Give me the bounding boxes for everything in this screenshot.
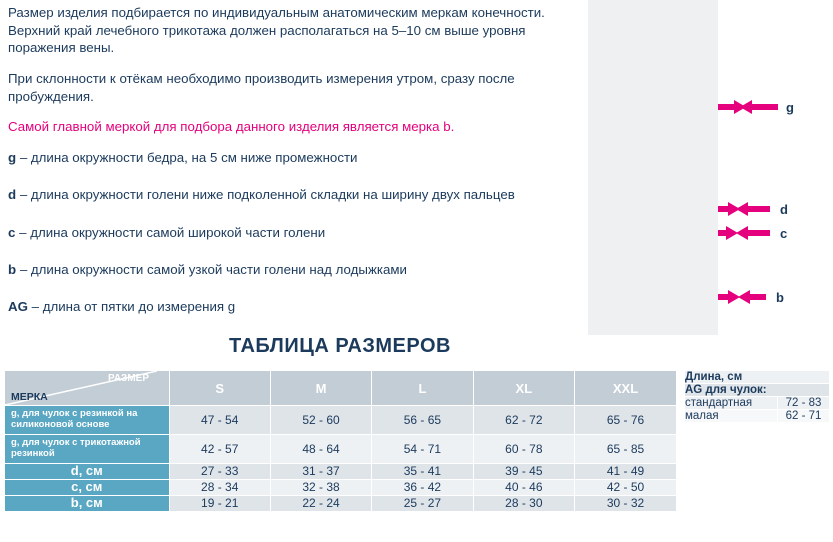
g-label: g bbox=[786, 100, 794, 115]
measurement-def-g bbox=[8, 149, 584, 166]
cell-c-m: 32 - 38 bbox=[270, 479, 371, 495]
table-row bbox=[5, 434, 677, 463]
cell-d-xxl: 41 - 49 bbox=[575, 463, 677, 479]
row-label-g-silicone: g, для чулок с резинкой на силиконовой основе bbox=[5, 406, 170, 435]
measurement-text-ag: – длина от пятки до измерения g bbox=[27, 299, 236, 315]
c-label: c bbox=[780, 226, 788, 241]
b-arrows bbox=[712, 290, 766, 304]
illustration-background bbox=[588, 0, 718, 335]
length-table-header: Длина, см bbox=[685, 371, 830, 384]
cell-d-m: 31 - 37 bbox=[270, 463, 371, 479]
size-table bbox=[4, 370, 677, 512]
row-label-d: d, см bbox=[5, 463, 170, 479]
table-title: ТАБЛИЦА РАЗМЕРОВ bbox=[229, 335, 451, 357]
cell-g-silicone-l: 56 - 65 bbox=[372, 406, 473, 435]
measurement-text-g: – длина окружности бедра, на 5 см ниже промежности bbox=[16, 150, 358, 166]
length-table-subheader: AG для чулок: bbox=[685, 384, 830, 397]
measurement-key-g: g bbox=[8, 150, 17, 166]
cell-g-knit-l: 54 - 71 bbox=[372, 434, 473, 463]
cell-d-xl: 39 - 45 bbox=[473, 463, 575, 479]
cell-d-s: 27 - 33 bbox=[169, 463, 270, 479]
cell-b-m: 22 - 24 bbox=[270, 495, 371, 511]
cell-b-l: 25 - 27 bbox=[372, 495, 473, 511]
table-row bbox=[5, 495, 677, 511]
cell-c-xl: 40 - 46 bbox=[473, 479, 575, 495]
table-row bbox=[5, 463, 677, 479]
column-header-l: L bbox=[372, 371, 473, 406]
cell-g-silicone-s: 47 - 54 bbox=[169, 406, 270, 435]
cell-b-xl: 28 - 30 bbox=[473, 495, 575, 511]
intro-paragraph-1: Размер изделия подбирается по индивидуальным анатомическим меркам конечности. Верхний край лечебного трикотажа должен располагаться на 5–10 см выше уровня поражения вены. bbox=[8, 5, 545, 56]
length-table-header-row bbox=[685, 371, 830, 384]
cell-b-s: 19 - 21 bbox=[169, 495, 270, 511]
cell-g-knit-s: 42 - 57 bbox=[169, 434, 270, 463]
cell-d-l: 35 - 41 bbox=[372, 463, 473, 479]
cell-b-xxl: 30 - 32 bbox=[575, 495, 677, 511]
cell-g-silicone-m: 52 - 60 bbox=[270, 406, 371, 435]
row-label-b: b, см bbox=[5, 495, 170, 511]
cell-g-silicone-xxl: 65 - 76 bbox=[575, 406, 677, 435]
row-label-c: c, см bbox=[5, 479, 170, 495]
length-row-name-small: малая bbox=[685, 410, 778, 423]
corner-size-label: РАЗМЕР bbox=[108, 373, 149, 384]
table-row bbox=[5, 406, 677, 435]
measurement-text-c: – длина окружности самой широкой части голени bbox=[15, 224, 326, 240]
intro-paragraph-highlight: Самой главной меркой для подбора данного изделия является мерка b. bbox=[8, 119, 455, 135]
column-header-s: S bbox=[169, 371, 270, 406]
table-row bbox=[5, 479, 677, 495]
length-row-value-small: 62 - 71 bbox=[778, 410, 830, 423]
corner-measure-label: МЕРКА bbox=[11, 391, 48, 403]
cell-c-l: 36 - 42 bbox=[372, 479, 473, 495]
measurement-def-ag bbox=[8, 298, 584, 315]
cell-c-xxl: 42 - 50 bbox=[575, 479, 677, 495]
measurement-key-ag: AG bbox=[8, 299, 28, 315]
d-label: d bbox=[780, 202, 788, 217]
length-row-value-standard: 72 - 83 bbox=[778, 397, 830, 410]
cell-g-silicone-xl: 62 - 72 bbox=[473, 406, 575, 435]
cell-c-s: 28 - 34 bbox=[169, 479, 270, 495]
measurement-key-d: d bbox=[8, 187, 17, 203]
intro-paragraph-2: При склонности к отёкам необходимо производить измерения утром, сразу после пробуждения. bbox=[8, 71, 515, 104]
column-header-xxl: XXL bbox=[575, 371, 677, 406]
measurement-text-b: – длина окружности самой узкой части голени над лодыжками bbox=[16, 261, 407, 277]
measurement-text-d: – длина окружности голени ниже подколенной складки на ширину двух пальцев bbox=[16, 187, 515, 203]
length-table-subheader-row bbox=[685, 384, 830, 397]
cell-g-knit-xxl: 65 - 85 bbox=[575, 434, 677, 463]
table-row bbox=[685, 397, 830, 410]
length-row-name-standard: стандартная bbox=[685, 397, 778, 410]
length-table bbox=[684, 370, 830, 423]
measurement-key-b: b bbox=[8, 261, 17, 277]
column-header-xl: XL bbox=[473, 371, 575, 406]
table-row bbox=[685, 410, 830, 423]
measurement-def-b bbox=[8, 261, 584, 278]
measurement-def-d bbox=[8, 186, 584, 203]
size-table-corner-cell bbox=[5, 371, 170, 406]
leg-measurement-illustration bbox=[588, 0, 833, 335]
instructions-text-block bbox=[8, 4, 584, 335]
cell-g-knit-xl: 60 - 78 bbox=[473, 434, 575, 463]
column-header-m: M bbox=[270, 371, 371, 406]
cell-g-knit-m: 48 - 64 bbox=[270, 434, 371, 463]
b-label: b bbox=[776, 290, 784, 305]
size-table-header-row bbox=[5, 371, 677, 406]
measurement-key-c: c bbox=[8, 224, 16, 240]
measurement-def-c bbox=[8, 224, 584, 241]
row-label-g-knit: g, для чулок с трикотажной резинкой bbox=[5, 434, 170, 463]
